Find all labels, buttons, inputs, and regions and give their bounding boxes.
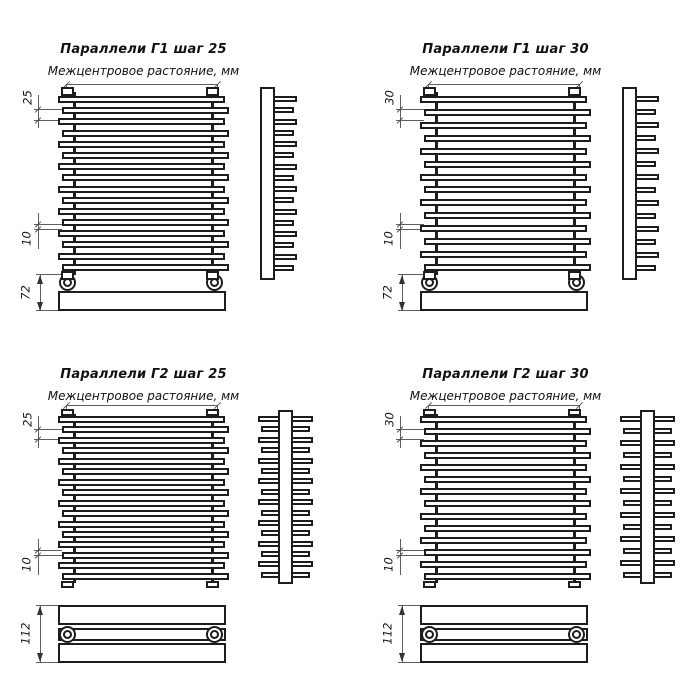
tube — [62, 447, 229, 454]
dimension-line — [38, 539, 39, 575]
riser-circle — [421, 626, 438, 643]
tube-stub — [653, 572, 672, 578]
drawing-title: Параллели Г2 шаг 30 — [422, 367, 589, 382]
collector-plate — [640, 410, 655, 584]
tube-stub — [653, 560, 675, 566]
tube-stub — [635, 226, 659, 232]
riser-bottom-tab — [61, 581, 74, 588]
stub-column-left — [620, 416, 642, 578]
tube-stub — [635, 239, 656, 245]
center-distance-label: Межцентровое растояние, мм — [409, 389, 602, 403]
tube-stub — [653, 524, 672, 530]
tube-stack — [420, 96, 591, 271]
tube — [424, 573, 591, 580]
back-tube-row — [420, 643, 588, 663]
tube-stub — [635, 148, 659, 154]
tube-stub — [273, 231, 297, 237]
stub-column-right — [653, 416, 675, 578]
gap-value: 10 — [381, 231, 396, 246]
stub-column-right — [635, 96, 659, 271]
tube — [420, 488, 587, 495]
tube — [62, 573, 229, 580]
tube — [62, 197, 229, 204]
gap-value: 10 — [19, 231, 34, 246]
center-distance-label: Межцентровое растояние, мм — [47, 389, 240, 403]
tube — [420, 561, 587, 568]
tube — [424, 186, 591, 193]
tube — [58, 437, 225, 444]
tube — [424, 525, 591, 532]
tube — [58, 208, 225, 215]
stub-column-right — [273, 96, 297, 271]
quadrant-g1-step30 — [362, 0, 700, 345]
dimension-line — [400, 213, 401, 249]
dimension-line — [66, 405, 218, 406]
tube-stub — [273, 254, 297, 260]
tube-stub — [291, 499, 313, 505]
tube — [62, 426, 229, 433]
tube-stub — [620, 488, 642, 494]
tube-stub — [258, 437, 280, 443]
stub-column-left — [258, 416, 280, 578]
tube — [420, 122, 587, 129]
back-tube-row — [420, 291, 588, 311]
tube-stub — [291, 572, 310, 578]
tube — [424, 161, 591, 168]
arrow-up-icon — [37, 275, 43, 284]
pitch-value: 25 — [20, 90, 35, 105]
riser-circle — [206, 626, 223, 643]
tube — [62, 107, 229, 114]
riser-bottom-tab — [61, 271, 74, 280]
tube — [62, 510, 229, 517]
tube-stub — [291, 541, 313, 547]
tube-stub — [653, 512, 675, 518]
tube — [58, 500, 225, 507]
dimension-line — [428, 84, 580, 85]
tube — [424, 476, 591, 483]
tube-stub — [258, 561, 280, 567]
tube — [424, 428, 591, 435]
tube — [62, 468, 229, 475]
riser-top-tab — [206, 87, 219, 96]
tube — [420, 537, 587, 544]
arrow-up-icon — [399, 275, 405, 284]
extension-line — [36, 662, 58, 663]
tube — [58, 521, 225, 528]
tube — [62, 531, 229, 538]
dimension-line — [400, 539, 401, 575]
collector-band — [420, 628, 588, 641]
riser-circle — [59, 626, 76, 643]
tube-stub — [273, 265, 294, 271]
tube-stub — [273, 130, 294, 136]
dimension-line — [400, 95, 401, 128]
riser-bottom-tab — [423, 581, 436, 588]
tube-stub — [291, 468, 310, 474]
tube-stub — [273, 152, 294, 158]
tube — [58, 458, 225, 465]
tube-stub — [653, 476, 672, 482]
collector-plate — [260, 87, 275, 280]
depth-value: 72 — [18, 285, 33, 300]
front-tube-row — [420, 605, 588, 625]
tube — [420, 225, 587, 232]
top-view — [58, 605, 226, 663]
tube — [58, 541, 225, 548]
dimension-line — [400, 416, 401, 448]
tube-stub — [291, 551, 310, 557]
tube-stub — [635, 187, 656, 193]
collector-plate — [622, 87, 637, 280]
tube-stub — [291, 416, 313, 422]
tube-stack — [420, 416, 591, 580]
tube — [62, 552, 229, 559]
tube-stub — [635, 174, 659, 180]
tube-stub — [291, 530, 310, 536]
front-view — [420, 87, 591, 280]
drawing-title: Параллели Г1 шаг 25 — [60, 42, 227, 57]
arrow-down-icon — [37, 302, 43, 311]
tube-stub — [291, 489, 310, 495]
tube-stub — [273, 119, 297, 125]
riser-bottom-tab — [206, 271, 219, 280]
front-view — [420, 409, 591, 588]
tube — [58, 141, 225, 148]
dimension-line — [38, 95, 39, 128]
tube — [420, 416, 587, 423]
tube-stub — [273, 96, 297, 102]
tube — [420, 148, 587, 155]
tube-stub — [258, 520, 280, 526]
tube-stub — [620, 536, 642, 542]
side-view — [258, 410, 313, 584]
gap-value: 10 — [19, 557, 34, 572]
tube — [424, 452, 591, 459]
tube-stub — [291, 426, 310, 432]
dimension-line — [428, 405, 580, 406]
tube-stub — [258, 478, 280, 484]
tube — [58, 479, 225, 486]
tube-stub — [273, 197, 294, 203]
tube — [58, 562, 225, 569]
tube-stub — [635, 135, 656, 141]
tube — [424, 238, 591, 245]
tube-stub — [653, 536, 675, 542]
tube — [58, 118, 225, 125]
riser-top-tab — [568, 87, 581, 96]
tube-stub — [273, 242, 294, 248]
tube-stub — [653, 488, 675, 494]
tube — [424, 109, 591, 116]
tube-stub — [635, 252, 659, 258]
tube-stub — [291, 458, 313, 464]
arrow-down-icon — [37, 653, 43, 662]
tube-stub — [273, 220, 294, 226]
tube-stub — [258, 499, 280, 505]
tube-stub — [291, 510, 310, 516]
riser-circle — [568, 626, 585, 643]
tube-stub — [635, 213, 656, 219]
tube — [420, 96, 587, 103]
tube-stub — [653, 440, 675, 446]
collector-plate — [278, 410, 293, 584]
pitch-value: 30 — [382, 412, 397, 427]
pitch-value: 30 — [382, 90, 397, 105]
riser-top-tab — [423, 409, 436, 416]
side-view — [620, 410, 675, 584]
extension-line — [398, 662, 420, 663]
stub-column-right — [291, 416, 313, 578]
tube-stub — [620, 416, 642, 422]
tube — [420, 464, 587, 471]
riser-top-tab — [206, 409, 219, 416]
tube — [58, 416, 225, 423]
dimension-line — [38, 416, 39, 448]
tube-stack — [58, 96, 229, 271]
tube-stub — [635, 96, 659, 102]
tube-stub — [620, 560, 642, 566]
tube-stub — [635, 109, 656, 115]
drawing-title: Параллели Г1 шаг 30 — [422, 42, 589, 57]
tube-stub — [653, 500, 672, 506]
quadrant-g2-step25 — [0, 328, 350, 673]
dimension-line — [66, 84, 218, 85]
front-view — [58, 409, 229, 588]
tube-stub — [258, 458, 280, 464]
pitch-value: 25 — [20, 412, 35, 427]
riser-top-tab — [61, 87, 74, 96]
tube-stub — [273, 175, 294, 181]
center-distance-label: Межцентровое растояние, мм — [409, 64, 602, 78]
tube — [62, 219, 229, 226]
dimension-line — [38, 213, 39, 249]
tube — [424, 264, 591, 271]
arrow-up-icon — [37, 606, 43, 615]
top-view — [58, 274, 226, 311]
tube — [62, 174, 229, 181]
tube-stub — [635, 265, 656, 271]
front-tube-row — [58, 605, 226, 625]
back-tube-row — [58, 643, 226, 663]
tube — [62, 489, 229, 496]
tube — [420, 199, 587, 206]
tube-stub — [273, 186, 297, 192]
tube — [420, 251, 587, 258]
tube — [62, 130, 229, 137]
side-view — [622, 87, 662, 280]
riser-bottom-tab — [423, 271, 436, 280]
top-view — [420, 605, 588, 663]
tube-stub — [653, 452, 672, 458]
front-view — [58, 87, 229, 280]
tube-stub — [258, 541, 280, 547]
tube — [62, 152, 229, 159]
tube — [424, 500, 591, 507]
tube — [58, 186, 225, 193]
tube — [424, 212, 591, 219]
collector-band — [58, 628, 226, 641]
riser-bottom-tab — [568, 581, 581, 588]
tube — [62, 264, 229, 271]
riser-top-tab — [61, 409, 74, 416]
tube — [424, 549, 591, 556]
tube-stub — [258, 416, 280, 422]
tube — [424, 135, 591, 142]
tube-stub — [273, 107, 294, 113]
tube-stub — [635, 161, 656, 167]
top-view — [420, 274, 588, 311]
tube-stub — [620, 440, 642, 446]
tube-stub — [620, 464, 642, 470]
tube-stub — [653, 428, 672, 434]
depth-value: 112 — [18, 622, 33, 645]
quadrant-g1-step25 — [0, 0, 350, 345]
tube — [420, 513, 587, 520]
center-distance-label: Межцентровое растояние, мм — [47, 64, 240, 78]
riser-bottom-tab — [568, 271, 581, 280]
tube-stub — [620, 512, 642, 518]
tube-stub — [653, 464, 675, 470]
tube — [58, 253, 225, 260]
tube-stub — [635, 200, 659, 206]
tube-stub — [273, 141, 297, 147]
tube — [420, 440, 587, 447]
side-view — [260, 87, 300, 280]
arrow-up-icon — [399, 606, 405, 615]
depth-value: 72 — [380, 285, 395, 300]
tube — [58, 230, 225, 237]
tube — [58, 96, 225, 103]
riser-bottom-tab — [206, 581, 219, 588]
arrow-down-icon — [399, 653, 405, 662]
tube-stub — [291, 437, 313, 443]
tube — [420, 174, 587, 181]
drawing-title: Параллели Г2 шаг 25 — [60, 367, 227, 382]
tube — [62, 241, 229, 248]
tube-stack — [58, 416, 229, 580]
arrow-down-icon — [399, 302, 405, 311]
tube-stub — [291, 478, 313, 484]
tube-stub — [291, 520, 313, 526]
tube-stub — [273, 164, 297, 170]
tube-stub — [273, 209, 297, 215]
riser-top-tab — [423, 87, 436, 96]
gap-value: 10 — [381, 557, 396, 572]
depth-value: 112 — [380, 622, 395, 645]
quadrant-g2-step30 — [362, 328, 700, 673]
tube-stub — [291, 447, 310, 453]
tube-stub — [653, 416, 675, 422]
tube-stub — [653, 548, 672, 554]
tube-stub — [291, 561, 313, 567]
riser-top-tab — [568, 409, 581, 416]
tube-stub — [635, 122, 659, 128]
tube — [58, 163, 225, 170]
back-tube-row — [58, 291, 226, 311]
